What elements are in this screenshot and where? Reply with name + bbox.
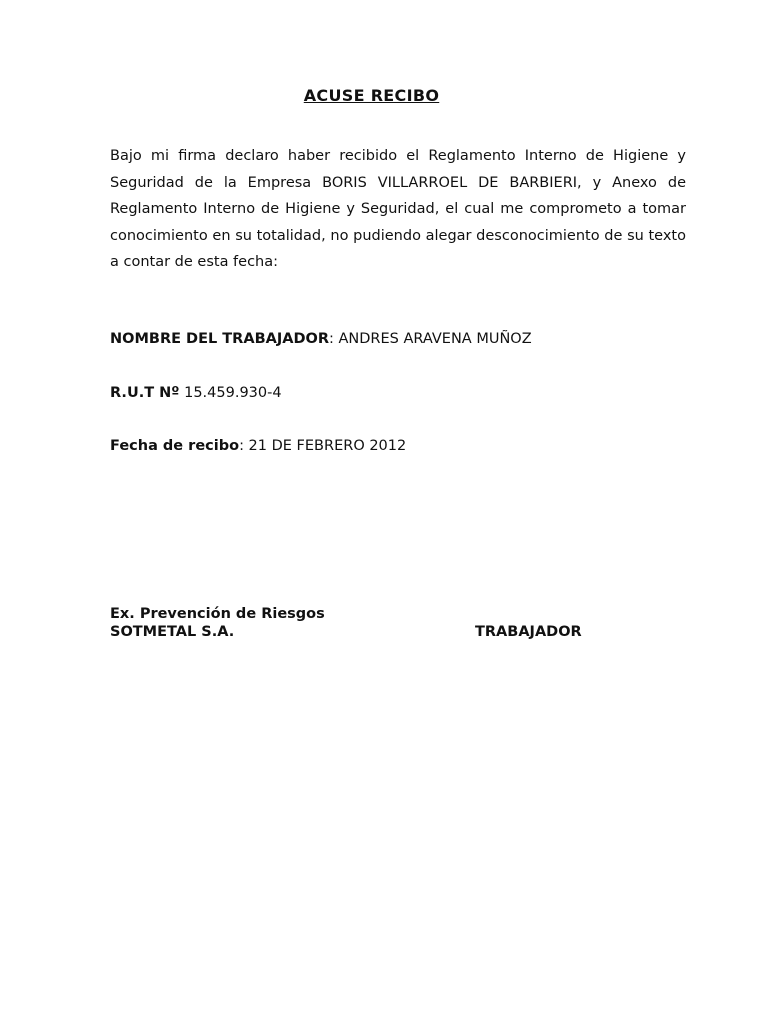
receipt-date-field xyxy=(110,438,406,454)
worker-name-value: : ANDRES ARAVENA MUÑOZ xyxy=(329,331,532,347)
rut-value: 15.459.930-4 xyxy=(179,385,282,401)
receipt-date-label: Fecha de recibo xyxy=(110,438,240,454)
company-signature-name: SOTMETAL S.A. xyxy=(110,624,235,640)
document-title: ACUSE RECIBO xyxy=(303,86,440,105)
worker-name-field xyxy=(110,331,532,347)
rut-label: R.U.T Nº xyxy=(110,385,180,401)
worker-name-label: NOMBRE DEL TRABAJADOR xyxy=(110,331,329,347)
worker-signature-title: TRABAJADOR xyxy=(475,624,582,640)
receipt-date-value: : 21 DE FEBRERO 2012 xyxy=(239,438,407,454)
rut-field xyxy=(110,385,282,401)
declaration-paragraph: Bajo mi firma declaro haber recibido el Reglamento Interno de Higiene y Seguridad de la Empresa BORIS VILLARROEL DE BARBIERI, y Anexo de Reglamento Interno de Higiene y Seguridad, el cual me comprometo a tomar conocimiento en su totalidad, no pudiendo alegar desconocimiento de su texto a contar de esta fecha: xyxy=(110,148,686,270)
prevention-signature-title: Ex. Prevención de Riesgos xyxy=(110,606,325,622)
